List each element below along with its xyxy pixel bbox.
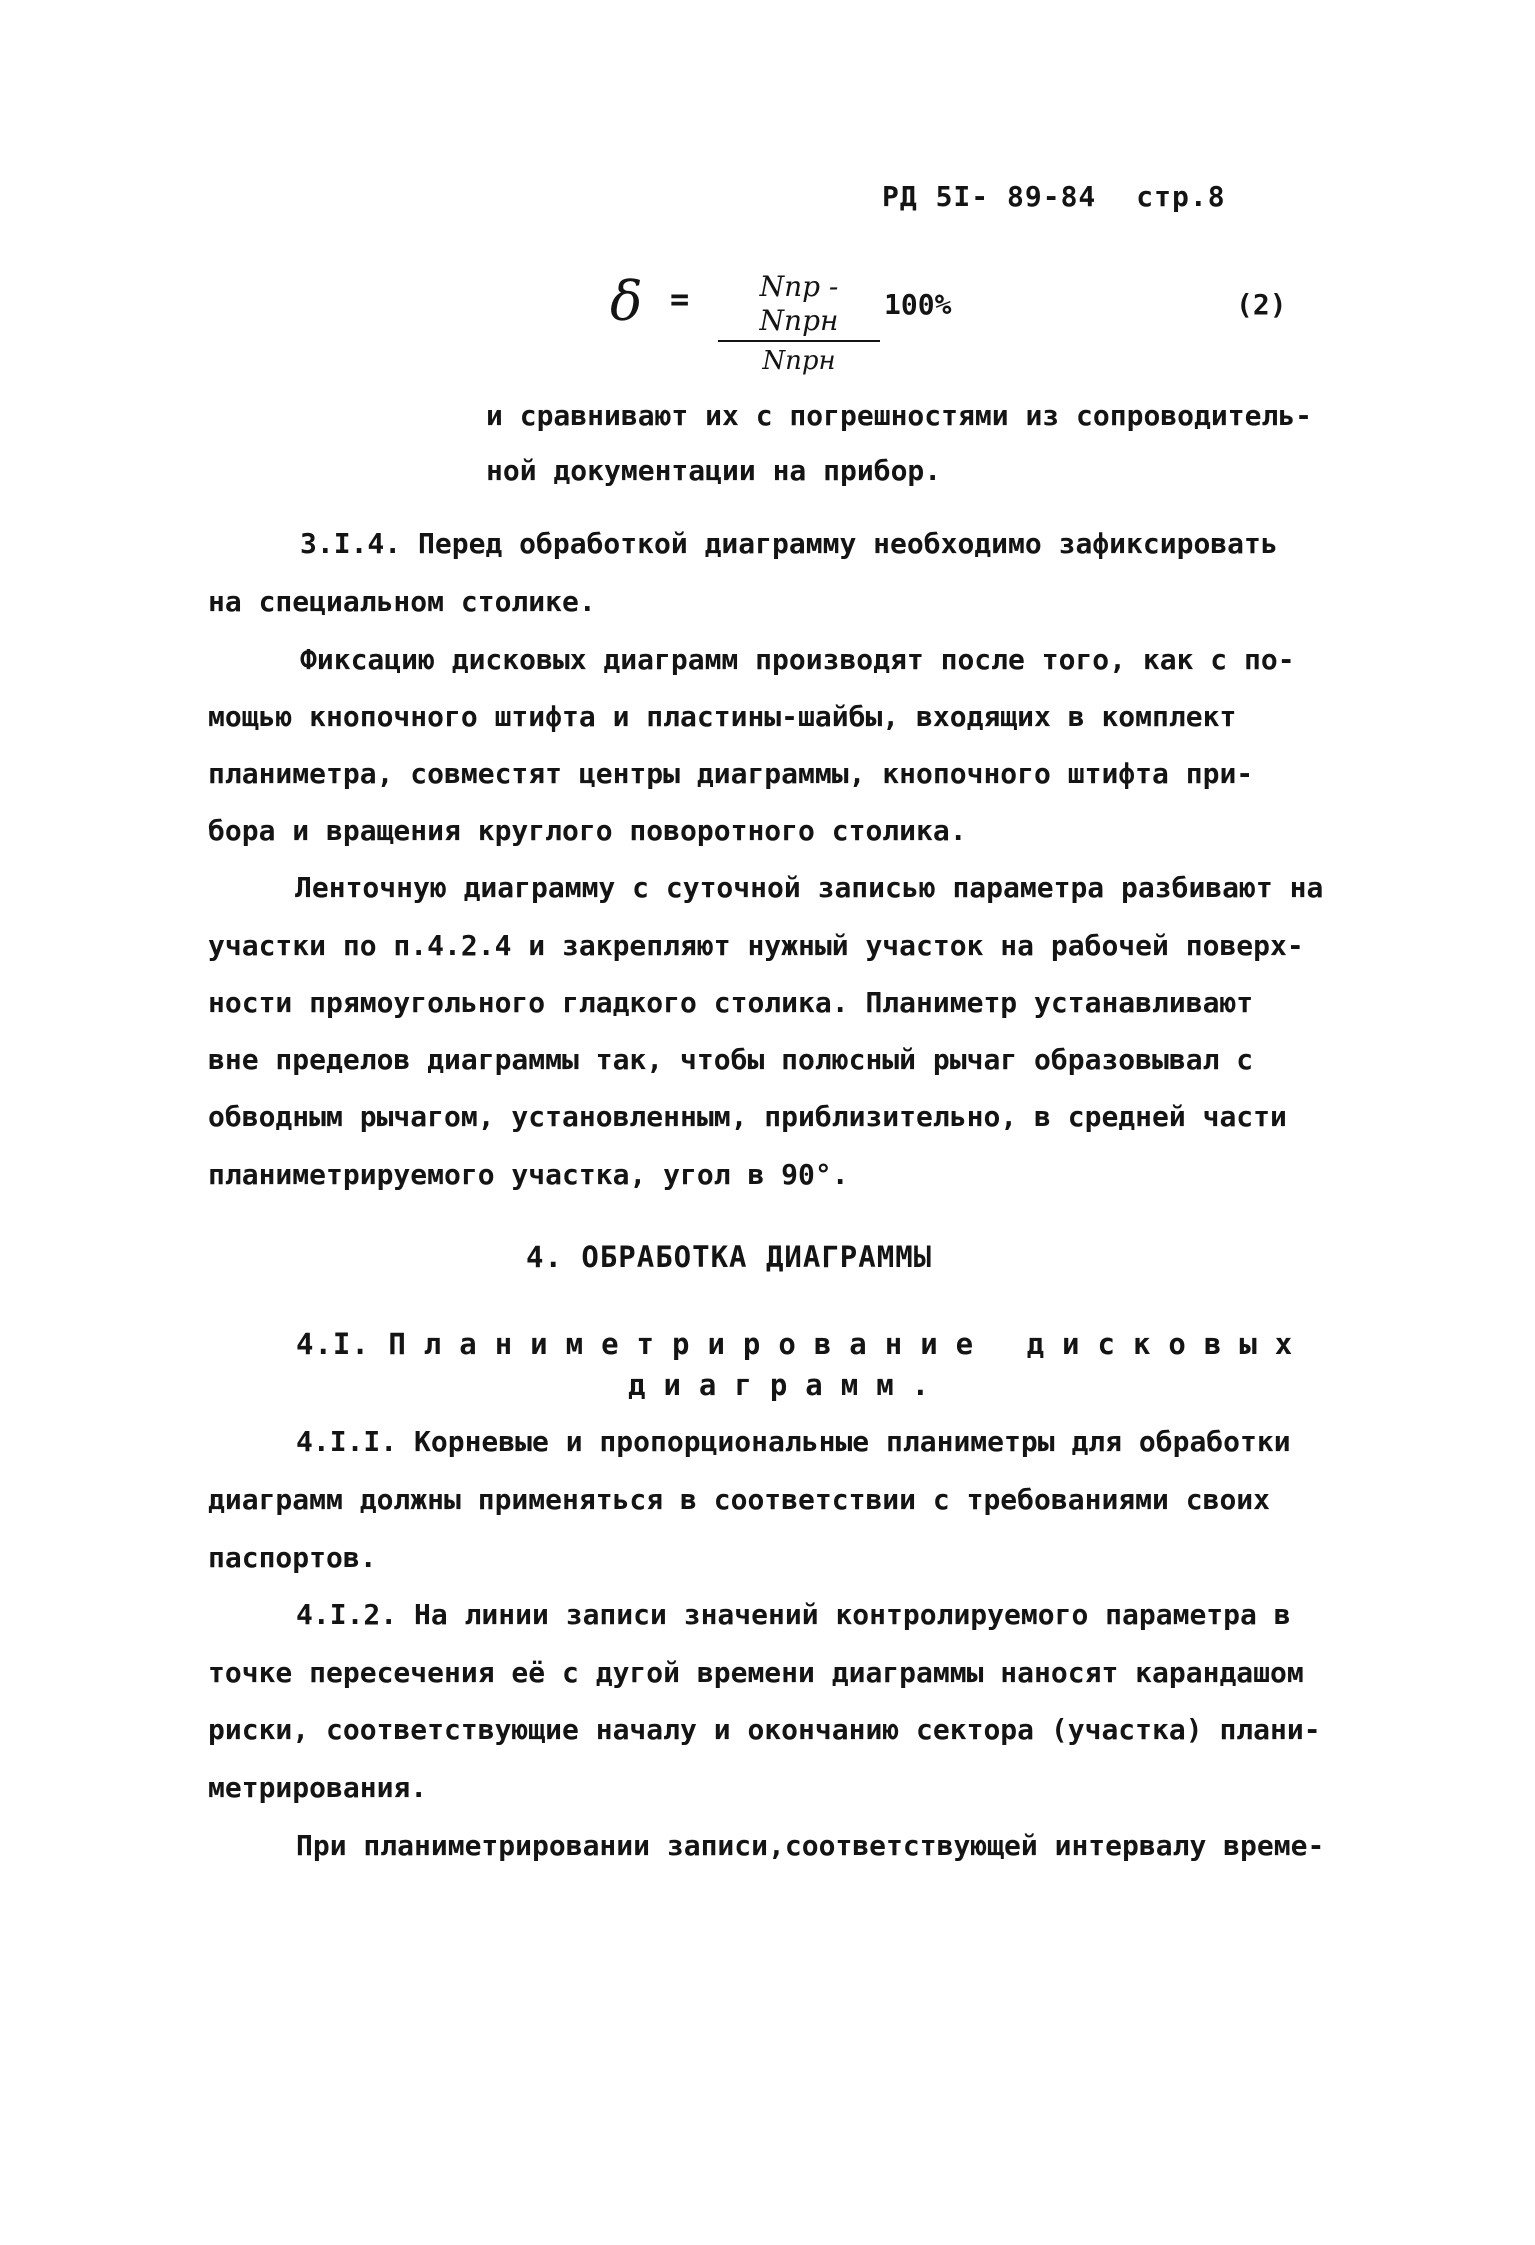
text-line: диаграмм должны применяться в соответствии с требованиями своих [208, 1483, 1271, 1516]
page-header [882, 180, 1226, 213]
text-line: планиметрируемого участка, угол в 90°. [208, 1158, 849, 1191]
subsection-number: 4.I. [296, 1327, 370, 1361]
formula-denominator: Nпрн [762, 346, 836, 376]
document-code: РД 5I- 89-84 [882, 180, 1097, 213]
text-line: метрирования. [208, 1771, 428, 1804]
formula-symbol: δ [610, 270, 643, 333]
paragraph-3-1-4: 3.I.4. Перед обработкой диаграмму необходимо зафиксировать [300, 527, 1278, 560]
text-line: вне пределов диаграммы так, чтобы полюсный рычаг образовывал с [208, 1043, 1254, 1076]
formula-equals: = [670, 280, 690, 318]
text-line: ности прямоугольного гладкого столика. Планиметр устанавливают [208, 986, 1254, 1019]
text-line: Ленточную диаграмму с суточной записью параметра разбивают на [295, 871, 1324, 904]
subsection-title-line2: диаграмм. [628, 1368, 948, 1402]
formula-fraction [718, 270, 880, 378]
text-line: риски, соответствующие началу и окончанию сектора (участка) плани- [208, 1713, 1321, 1746]
text-line: паспортов. [208, 1541, 377, 1574]
text-line: При планиметрировании записи,соответствующей интервалу време- [296, 1829, 1325, 1862]
text-line: мощью кнопочного штифта и пластины-шайбы, входящих в комплект [208, 700, 1237, 733]
text-line: планиметра, совместят центры диаграммы, кнопочного штифта при- [208, 757, 1254, 790]
text-line: на специальном столике. [208, 585, 596, 618]
text-line: ной документации на прибор. [486, 454, 942, 487]
formula-numerator: Nпр - Nпрн [759, 270, 839, 337]
subsection-title [296, 1327, 1310, 1361]
text-line: обводным рычагом, установленным, приблизительно, в средней части [208, 1100, 1287, 1133]
page-number: стр.8 [1136, 180, 1226, 213]
text-line: и сравнивают их с погрешностями из сопроводитель- [486, 399, 1313, 432]
fraction-bar [718, 340, 880, 342]
text-line: участки по п.4.2.4 и закрепляют нужный участок на рабочей поверх- [208, 929, 1304, 962]
subsection-title-line1: Планиметрирование дисковых [388, 1327, 1311, 1361]
formula-percent: 100% [884, 288, 952, 321]
formula-2 [600, 262, 1300, 376]
text-line: точке пересечения её с дугой времени диаграммы наносят карандашом [208, 1656, 1304, 1689]
paragraph-4-1-2: 4.I.2. На линии записи значений контролируемого параметра в [296, 1598, 1291, 1631]
text-line: бора и вращения круглого поворотного столика. [208, 814, 967, 847]
section-title: 4. ОБРАБОТКА ДИАГРАММЫ [526, 1240, 933, 1274]
paragraph-4-1-1: 4.I.I. Корневые и пропорциональные планиметры для обработки [296, 1425, 1291, 1458]
formula-number: (2) [1236, 288, 1287, 321]
text-line: Фиксацию дисковых диаграмм производят после того, как с по- [300, 643, 1295, 676]
